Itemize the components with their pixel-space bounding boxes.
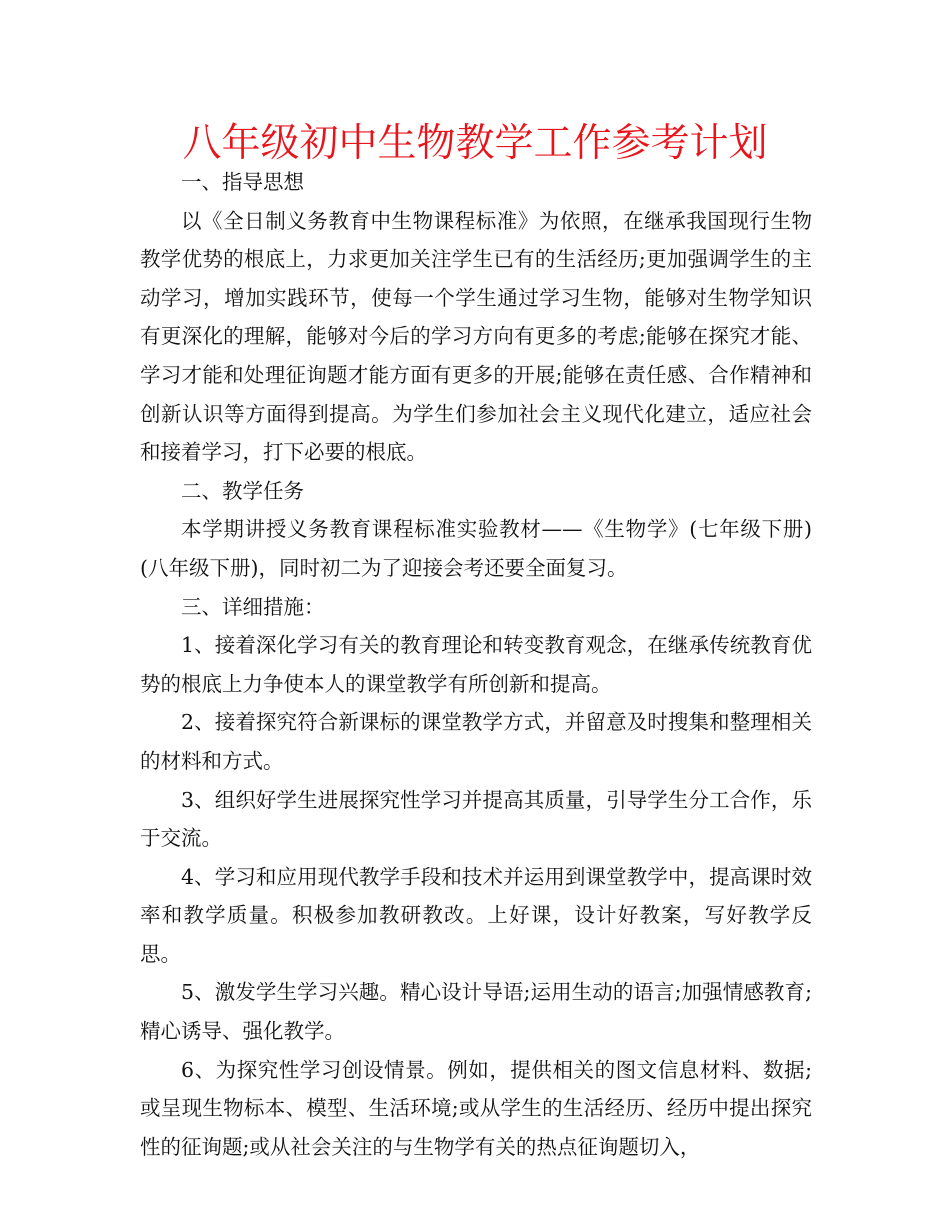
section-heading-guiding-ideology: 一、指导思想 (181, 170, 304, 194)
measure-item-2: 2、接着探究符合新课标的课堂教学方式，并留意及时搜集和整理相关的材料和方式。 (140, 710, 812, 773)
document-title: 八年级初中生物教学工作参考计划 (182, 121, 768, 166)
measure-item-1: 1、接着深化学习有关的教育理论和转变教育观念，在继承传统教育优势的根底上力争使本人的课堂教学有所创新和提高。 (140, 633, 812, 696)
section-heading-teaching-tasks: 二、教学任务 (181, 478, 304, 503)
paragraph-teaching-tasks: 本学期讲授义务教育课程标准实验教材——《生物学》(七年级下册)(八年级下册)，同时初二为了迎接会考还要全面复习。 (140, 517, 812, 580)
paragraph-guiding-ideology: 以《全日制义务教育中生物课程标准》为依照，在继承我国现行生物教学优势的根底上，力求更加关注学生已有的生活经历;更加强调学生的主动学习，增加实践环节，使每一个学生通过学习生物，能够对生物学知识有更深化的理解，能够对今后的学习方向有更多的考虑;能够在探究才能、学习才能和处理征询题才能方面有更多的开展;能够在责任感、合作精神和创新认识等方面得到提高。为学生们参加社会主义现代化建立，适应社会和接着学习，打下必要的根底。 (140, 208, 812, 465)
measure-item-6: 6、为探究性学习创设情景。例如，提供相关的图文信息材料、数据;或呈现生物标本、模型、生活环境;或从学生的生活经历、经历中提出探究性的征询题;或从社会关注的与生物学有关的热点征询题切入， (140, 1057, 812, 1159)
measure-item-5: 5、激发学生学习兴趣。精心设计导语;运用生动的语言;加强情感教育;精心诱导、强化教学。 (140, 980, 812, 1044)
measure-item-3: 3、组织好学生进展探究性学习并提高其质量，引导学生分工合作，乐于交流。 (140, 787, 812, 851)
measure-item-4: 4、学习和应用现代教学手段和技术并运用到课堂教学中，提高课时效率和教学质量。积极参加教研教改。上好课，设计好教案，写好教学反思。 (140, 864, 812, 966)
document-body (140, 163, 812, 1166)
section-heading-measures: 三、详细措施： (181, 594, 325, 619)
